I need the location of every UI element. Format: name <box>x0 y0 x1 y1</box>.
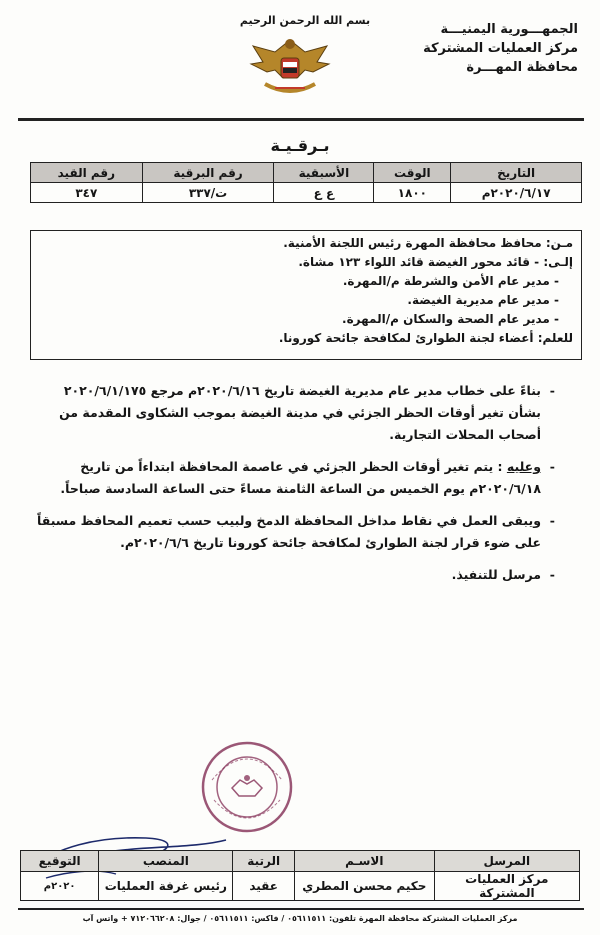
sig-value-name: حكيم محسن المطري <box>294 872 434 901</box>
meta-table-value-row <box>31 183 582 203</box>
sig-header-sender: المرسل <box>434 851 579 872</box>
meta-value-telegram-number: ت/٣٣٧ <box>142 183 274 203</box>
sig-value-sender: مركز العمليات المشتركة <box>434 872 579 901</box>
sig-header-position: المنصب <box>99 851 233 872</box>
eagle-emblem-icon <box>245 32 335 102</box>
basmala: بسم الله الرحمن الرحيم <box>239 14 371 27</box>
signature-table-value-row <box>21 872 580 901</box>
footer-divider <box>18 908 584 910</box>
sig-value-signature-date: ٢٠٢٠م <box>21 872 99 901</box>
body-paragraph-decision <box>30 456 555 500</box>
sig-header-signature: التوقيع <box>21 851 99 872</box>
address-to-item: - مدير عام الأمن والشرطة م/المهرة. <box>342 274 559 288</box>
sig-value-rank: عقيد <box>233 872 294 901</box>
meta-value-priority: ع ع <box>274 183 374 203</box>
org-line-country: الجمهـــورية اليمنيـــة <box>440 22 578 37</box>
meta-header-telegram-number: رقم البرقية <box>142 163 274 183</box>
meta-header-priority: الأسبقية <box>274 163 374 183</box>
contact-footer: مركز العمليات المشتركة محافظة المهرة تلفون: ٠٥٦١١٥١١ / فاكس: ٠٥٦١١٥١١ / جوال: ٧١٢٠٦٦٢٠٨ + واتس آب <box>82 914 518 923</box>
address-to-item: - مدير عام الصحة والسكان م/المهرة. <box>342 312 559 326</box>
meta-value-date: ٢٠٢٠/٦/١٧م <box>451 183 582 203</box>
address-box <box>30 230 582 360</box>
signature-table <box>20 850 580 901</box>
meta-header-date: التاريخ <box>451 163 582 183</box>
address-to: إلـى: - قائد محور الغيضة قائد اللواء ١٢٣ مشاة. <box>298 255 573 269</box>
sig-value-position: رئيس غرفة العمليات <box>99 872 233 901</box>
document-type-title: بـرقـيـة <box>270 136 330 155</box>
body-paragraph-reference: - بناءً على خطاب مدير عام مديرية الغيضة تاريخ ٢٠٢٠/٦/١٦م مرجع ٢٠٢٠/٦/١/١٧٥ بشأن تغير أوقات الحظر الجزئي في مدينة الغيضة بموجب الشكاوى المقدمة من أصحاب المحلات التجارية. <box>30 380 555 446</box>
meta-header-record-number: رقم القيد <box>31 163 143 183</box>
meta-value-time: ١٨٠٠ <box>374 183 451 203</box>
body-paragraph-checkpoints: - ويبقى العمل في نقاط مداخل المحافظة الدمخ ولبيب حسب تعميم المحافظ مسبقاً على ضوء قرار لجنة الطوارئ لمكافحة جائحة كورونا تاريخ ٢٠٢٠/٦/٦م. <box>30 510 555 554</box>
org-line-governorate: محافظة المهـــرة <box>466 60 578 75</box>
body-paragraph-closing: - مرسل للتنفيذ. <box>30 564 555 586</box>
telegram-meta-table <box>30 162 582 203</box>
meta-value-record-number: ٣٤٧ <box>31 183 143 203</box>
org-line-center: مركز العمليات المشتركة <box>423 41 578 56</box>
official-stamp-icon <box>200 740 294 834</box>
address-from: مـن: محافظ محافظة المهرة رئيس اللجنة الأمنية. <box>283 236 573 250</box>
telegram-body <box>30 380 555 596</box>
decision-text: : يتم تغير أوقات الحظر الجزئي في عاصمة المحافظة ابتداءاً من تاريخ ٢٠٢٠/٦/١٨م يوم الخميس من الساعة الثامنة مساءً حتى الساعة السادسة صباحاً. <box>60 459 541 496</box>
sender-organization-header <box>378 20 578 77</box>
sig-header-rank: الرتبة <box>233 851 294 872</box>
header-divider <box>18 118 584 121</box>
address-to-item: - مدير عام مديرية الغيضة. <box>407 293 559 307</box>
sig-header-name: الاسـم <box>294 851 434 872</box>
address-cc: للعلم: أعضاء لجنة الطوارئ لمكافحة جائحة كورونا. <box>278 331 573 345</box>
decision-keyword: وعليه <box>506 459 541 474</box>
meta-header-time: الوقت <box>374 163 451 183</box>
signature-table-header-row <box>21 851 580 872</box>
meta-table-header-row <box>31 163 582 183</box>
